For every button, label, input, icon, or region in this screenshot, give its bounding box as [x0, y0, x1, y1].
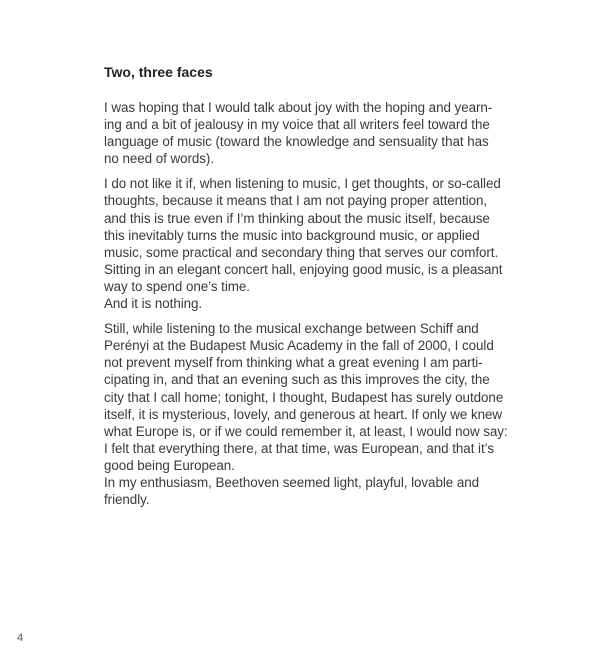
text-line: good being European. [104, 457, 235, 473]
text-line: language of music (toward the knowledge and sensuality that has [104, 134, 489, 150]
paragraph-2 [104, 175, 524, 312]
text-line: ing and a bit of jealousy in my voice that all writers feel toward the [104, 117, 490, 133]
text-line: and this is true even if I’m thinking about the music itself, because [104, 210, 490, 226]
paragraph-1 [104, 99, 524, 167]
paragraph-3 [104, 320, 524, 508]
text-line: this inevitably turns the music into background music, or applied [104, 227, 480, 243]
text-line: I was hoping that I would talk about joy with the hoping and yearn- [104, 100, 493, 115]
page-number: 4 [17, 632, 24, 644]
text-line: no need of words). [104, 151, 215, 167]
text-line: cipating in, and that an evening such as this improves the city, the [104, 372, 490, 388]
text-line: thoughts, because it means that I am not paying proper attention, [104, 193, 488, 209]
text-line: itself, it is mysterious, lovely, and generous at heart. If only we knew [104, 406, 503, 422]
text-line: Perényi at the Budapest Music Academy in the fall of 2000, I could [104, 338, 494, 354]
text-line: friendly. [104, 492, 150, 508]
text-line: not prevent myself from thinking what a great evening I am parti- [104, 355, 483, 371]
text-line: And it is nothing. [104, 296, 203, 312]
text-line: In my enthusiasm, Beethoven seemed light, playful, lovable and [104, 474, 480, 490]
text-line: Sitting in an elegant concert hall, enjoying good music, is a pleasant [104, 261, 503, 277]
section-heading: Two, three faces [104, 64, 213, 80]
text-line: I do not like it if, when listening to music, I get thoughts, or so-called [104, 176, 501, 192]
text-line: city that I call home; tonight, I thought, Budapest has surely outdone [104, 389, 504, 405]
text-line: Still, while listening to the musical exchange between Schiff and [104, 321, 479, 337]
text-line: music, some practical and secondary thing that serves our comfort. [104, 244, 499, 260]
text-line: what Europe is, or if we could remember it, at least, I would now say: [104, 423, 508, 439]
page-body [104, 64, 524, 516]
text-line: I felt that everything there, at that time, was European, and that it’s [104, 440, 494, 456]
text-line: way to spend one’s time. [104, 278, 250, 294]
